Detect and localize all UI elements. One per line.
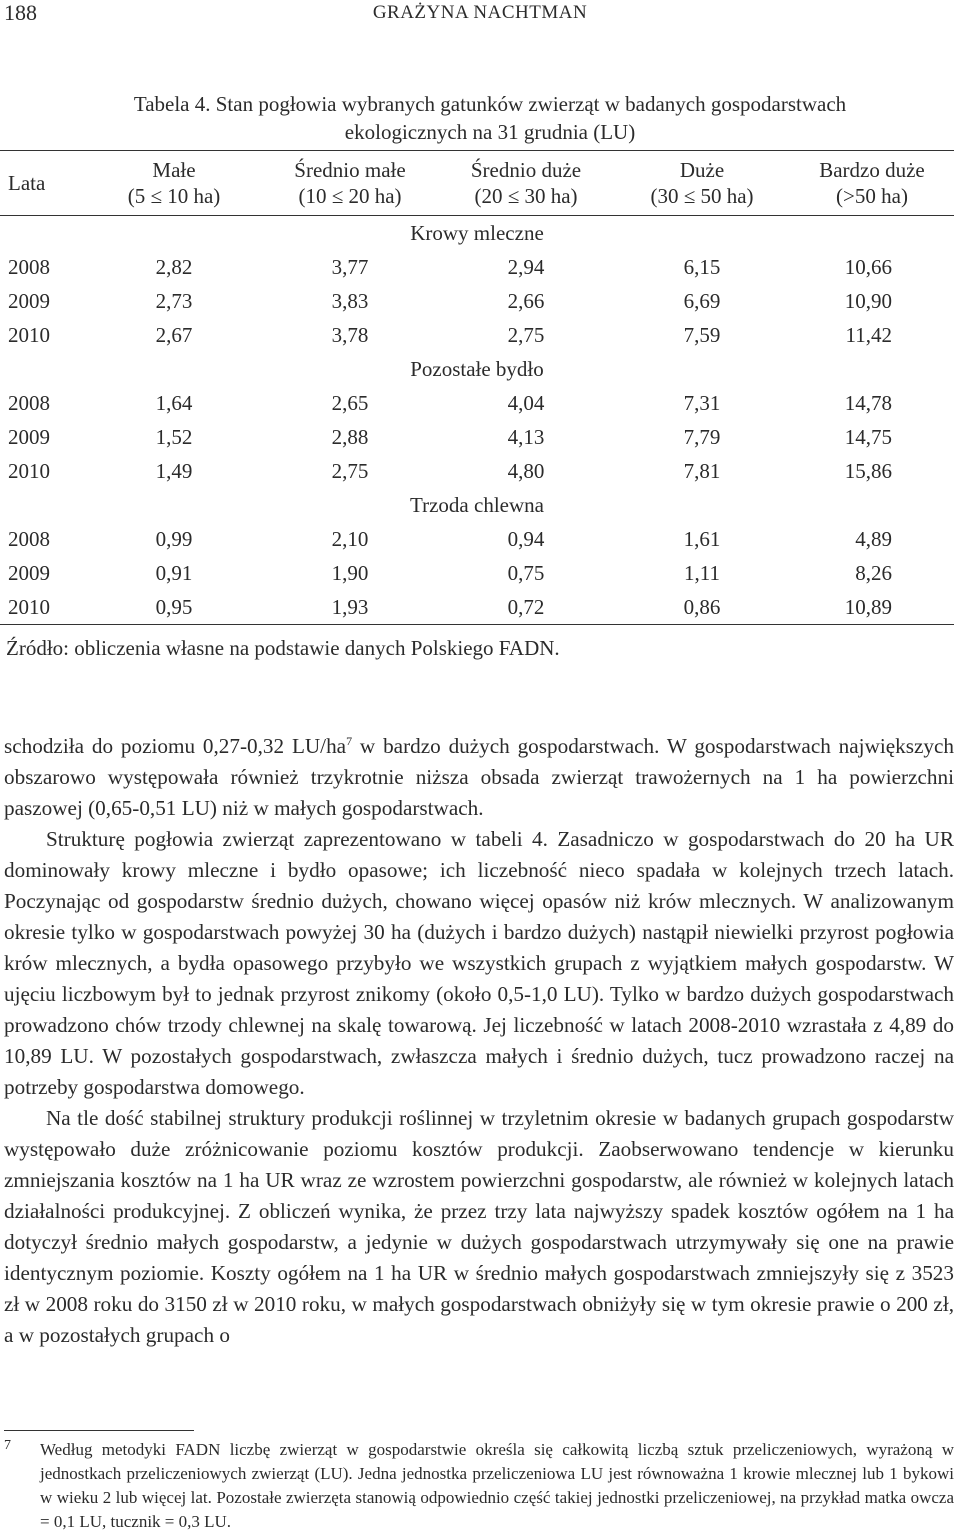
value-cell: 10,89 xyxy=(844,595,892,619)
table-row xyxy=(0,454,954,488)
value-cell: 3,77 xyxy=(331,255,369,279)
year-cell: 2009 xyxy=(8,289,50,313)
value-cell: 4,89 xyxy=(855,527,892,551)
value-cell: 2,75 xyxy=(331,459,369,483)
value-cell: 2,94 xyxy=(507,255,545,279)
year-cell: 2010 xyxy=(8,323,50,347)
value-cell: 8,26 xyxy=(855,561,892,585)
table-row xyxy=(0,250,954,284)
table-row xyxy=(0,318,954,352)
footnote-mark: 7 xyxy=(4,1438,11,1453)
year-cell: 2009 xyxy=(8,561,50,585)
value-cell: 1,93 xyxy=(331,595,369,619)
running-head xyxy=(0,0,960,30)
value-cell: 11,42 xyxy=(845,323,892,347)
value-cell: 0,91 xyxy=(155,561,193,585)
table-row xyxy=(0,420,954,454)
value-cell: 4,80 xyxy=(507,459,545,483)
value-cell: 10,66 xyxy=(844,255,892,279)
value-cell: 0,75 xyxy=(507,561,545,585)
table-source-note: Źródło: obliczenia własne na podstawie danych Polskiego FADN. xyxy=(6,636,560,660)
value-cell: 0,95 xyxy=(155,595,193,619)
value-cell: 0,94 xyxy=(507,527,545,551)
livestock-table xyxy=(0,150,954,625)
value-cell: 14,75 xyxy=(844,425,892,449)
value-cell: 1,64 xyxy=(155,391,193,415)
value-cell: 1,11 xyxy=(684,561,720,585)
value-cell: 2,66 xyxy=(507,289,545,313)
header-small: Małe (5 ≤ 10 ha) xyxy=(127,158,221,208)
table-row xyxy=(0,522,954,556)
value-cell: 2,88 xyxy=(331,425,369,449)
table-row xyxy=(0,386,954,420)
value-cell: 2,82 xyxy=(155,255,193,279)
section-label: Trzoda chlewna xyxy=(410,493,544,517)
section-row xyxy=(0,488,954,522)
table-header-row xyxy=(0,151,954,216)
value-cell: 3,83 xyxy=(331,289,369,313)
value-cell: 2,10 xyxy=(331,527,369,551)
value-cell: 7,31 xyxy=(683,391,721,415)
value-cell: 1,49 xyxy=(155,459,193,483)
section-row xyxy=(0,352,954,386)
table-row xyxy=(0,284,954,318)
header-years: Lata xyxy=(8,171,46,195)
table-row xyxy=(0,556,954,590)
value-cell: 6,15 xyxy=(683,255,721,279)
header-medium-small: Średnio małe (10 ≤ 20 ha) xyxy=(294,158,406,208)
header-large: Duże (30 ≤ 50 ha) xyxy=(650,158,754,208)
running-head-author: GRAŻYNA NACHTMAN xyxy=(372,2,588,23)
table-caption-line-1: Tabela 4. Stan pogłowia wybranych gatunków zwierząt w badanych gospodarstwach xyxy=(133,92,847,116)
page-number: 188 xyxy=(4,0,37,25)
section-label: Krowy mleczne xyxy=(410,221,544,245)
section-label: Pozostałe bydło xyxy=(410,357,544,381)
value-cell: 0,86 xyxy=(683,595,721,619)
value-cell: 10,90 xyxy=(844,289,892,313)
value-cell: 1,52 xyxy=(155,425,193,449)
footnote-text: Według metodyki FADN liczbę zwierząt w gospodarstwie określa się całkowitą liczbą sztuk przeliczeniowych, wyrażoną w jednostkach przeliczeniowych zwierząt (LU). Jedna jednostka przeliczeniowa LU jest równoważna 1 krowie mlecznej lub 1 bykowi w wieku 2 lub więcej lat. Pozostałe zwierzęta stanowią odpowiednio część takiej jednostki przeliczeniowej, na przykład matka owcza = 0,1 LU, tucznik = 0,3 LU. xyxy=(40,1440,954,1531)
value-cell: 15,86 xyxy=(844,459,892,483)
value-cell: 1,90 xyxy=(331,561,369,585)
header-very-large: Bardzo duże (>50 ha) xyxy=(819,158,925,208)
value-cell: 7,81 xyxy=(683,459,721,483)
header-medium-large: Średnio duże (20 ≤ 30 ha) xyxy=(470,158,582,208)
value-cell: 14,78 xyxy=(844,391,892,415)
body-text xyxy=(4,731,954,1351)
value-cell: 2,65 xyxy=(331,391,369,415)
value-cell: 0,72 xyxy=(507,595,545,619)
paragraph-3: Na tle dość stabilnej struktury produkcji roślinnej w trzyletnim okresie w badanych grupach gospodarstw występowało duże zróżnicowanie poziomu kosztów produkcji. Zaobserwowano tendencje w kierunku zmniejszania kosztów na 1 ha UR wraz ze wzrostem powierzchni gospodarstw, ale również w kolejnych latach działalności produkcyjnej. Z obliczeń wynika, że przez trzy lata najwyższy spadek kosztów ogółem na 1 ha dotyczył średnio małych gospodarstw, a jedynie w dużych gospodarstwach utrzymywały się one na prawie identycznym poziomie. Koszty ogółem na 1 ha UR w średnio małych gospodarstwach zmniejszyły się z 3523 zł w 2008 roku do 3150 zł w 2010 roku, w małych gospodarstwach obniżyły się w tym okresie prawie o 200 zł, a w pozostałych grupach o xyxy=(4,1106,954,1347)
value-cell: 4,13 xyxy=(507,425,545,449)
value-cell: 0,99 xyxy=(155,527,193,551)
value-cell: 4,04 xyxy=(507,391,545,415)
section-row xyxy=(0,216,954,251)
year-cell: 2008 xyxy=(8,255,50,279)
table-caption-line-2: ekologicznych na 31 grudnia (LU) xyxy=(344,120,636,144)
value-cell: 2,67 xyxy=(155,323,193,347)
year-cell: 2010 xyxy=(8,595,50,619)
footnote-divider xyxy=(4,1430,194,1431)
year-cell: 2009 xyxy=(8,425,50,449)
footnote-reference: 7 xyxy=(346,733,353,748)
table-row xyxy=(0,590,954,625)
value-cell: 2,75 xyxy=(507,323,545,347)
table-caption xyxy=(60,90,920,146)
value-cell: 6,69 xyxy=(683,289,721,313)
value-cell: 7,79 xyxy=(683,425,721,449)
paragraph-2: Strukturę pogłowia zwierząt zaprezentowano w tabeli 4. Zasadniczo w gospodarstwach do 20 ha UR dominowały krowy mleczne i bydło opasowe; ich liczebność nieco spadała w kolejnych trzech latach. Poczynając od gospodarstw średnio dużych, chowano więcej opasów niż krów mlecznych. W analizowanym okresie tylko w gospodarstwach powyżej 30 ha (dużych i bardzo dużych) nastąpił niewielki przyrost pogłowia krów mlecznych, a bydła opasowego przybyło we wszystkich grupach z wyjątkiem małych gospodarstw. W ujęciu liczbowym był to jednak przyrost znikomy (około 0,5-1,0 LU). Tylko w bardzo dużych gospodarstwach prowadzono chów trzody chlewnej na skalę towarową. Jej liczebność w latach 2008-2010 wzrastała z 4,89 do 10,89 LU. W pozostałych gospodarstwach, zwłaszcza małych i średnio dużych, tucz prowadzono raczej na potrzeby gospodarstwa domowego. xyxy=(4,827,954,1099)
paragraph-1: schodziła do poziomu 0,27-0,32 $LU/ha^7$ w bardzo dużych gospodarstwach. W gospodarstwach największych obszarowo występowała również trzykrotnie niższa obsada zwierząt trawożernych na 1 ha powierzchni paszowej (0,65-0,51 LU) niż w małych gospodarstwach. xyxy=(4,733,954,820)
year-cell: 2008 xyxy=(8,527,50,551)
year-cell: 2008 xyxy=(8,391,50,415)
year-cell: 2010 xyxy=(8,459,50,483)
value-cell: 1,61 xyxy=(683,527,721,551)
value-cell: 2,73 xyxy=(155,289,193,313)
value-cell: 7,59 xyxy=(683,323,721,347)
value-cell: 3,78 xyxy=(331,323,369,347)
